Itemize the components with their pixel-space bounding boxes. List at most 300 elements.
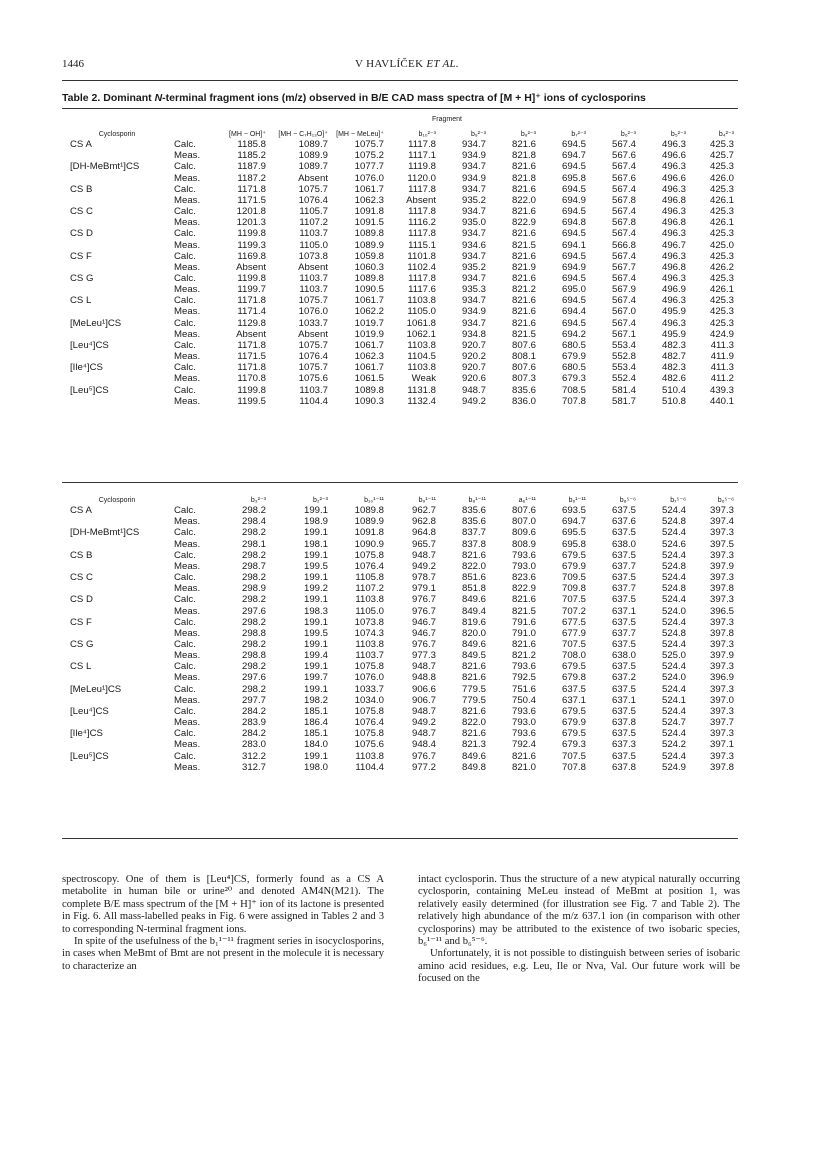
mz-value: 1103.8 <box>355 750 384 762</box>
mz-value: 524.4 <box>661 728 686 740</box>
mz-value: 821.6 <box>511 183 536 195</box>
table-row <box>62 318 740 329</box>
mz-value: 1117.1 <box>408 150 436 162</box>
table-row <box>62 594 740 605</box>
fragment-table-lower <box>62 494 740 773</box>
mz-value: 298.7 <box>241 560 266 572</box>
mz-value: 849.5 <box>461 650 486 662</box>
mz-value: 946.7 <box>411 627 436 639</box>
mz-value: 524.4 <box>661 505 686 517</box>
mz-value: 1105.0 <box>299 239 328 251</box>
mz-value: 510.8 <box>661 395 686 407</box>
value-type: Calc. <box>174 183 196 195</box>
mz-value: 397.3 <box>709 616 734 628</box>
value-type: Calc. <box>174 661 196 673</box>
mz-value: 707.5 <box>561 639 586 651</box>
mz-value: 793.0 <box>511 717 536 729</box>
value-type: Calc. <box>174 339 196 351</box>
mz-value: 1131.8 <box>407 384 436 396</box>
caption-rule <box>62 108 738 109</box>
mz-value: 695.8 <box>561 172 586 184</box>
mz-value: 793.6 <box>511 549 536 561</box>
mz-value: 793.6 <box>511 705 536 717</box>
fragment-label: Fragment <box>432 116 462 123</box>
mz-value: 411.9 <box>710 351 734 363</box>
table-row <box>62 217 740 228</box>
cyclosporin-name: [Ile⁴]CS <box>70 362 103 374</box>
mz-value: 637.7 <box>611 560 636 572</box>
mz-value: 495.9 <box>661 306 686 318</box>
mz-value: 934.7 <box>461 161 486 173</box>
mz-value: 976.7 <box>411 594 436 606</box>
table-row <box>62 173 740 184</box>
mz-value: 693.5 <box>561 505 586 517</box>
mz-value: 751.6 <box>511 683 536 695</box>
cyclosporin-name <box>62 717 172 728</box>
mz-value: 1075.7 <box>298 362 328 374</box>
mz-value: 1019.9 <box>354 328 384 340</box>
mz-value: 821.6 <box>511 639 536 651</box>
mz-value: 567.4 <box>611 273 636 285</box>
table-row <box>62 373 740 384</box>
mz-value: 524.4 <box>661 661 686 673</box>
mz-value: 1103.8 <box>407 339 436 351</box>
mz-value: 524.0 <box>661 672 686 684</box>
mz-value: 821.6 <box>461 549 486 561</box>
value-type: Meas. <box>174 583 201 595</box>
mz-value: 1132.4 <box>407 395 436 407</box>
mz-value: 835.6 <box>461 505 486 517</box>
cyclosporin-name: [MeLeu¹]CS <box>70 683 122 695</box>
mz-value: 199.1 <box>303 594 328 606</box>
mz-value: 411.2 <box>710 373 734 385</box>
mz-value: 835.6 <box>511 384 536 396</box>
mz-value: 948.7 <box>411 549 436 561</box>
mz-value: 1061.7 <box>354 295 384 307</box>
mz-value: 524.4 <box>661 705 686 717</box>
table-row <box>62 340 740 351</box>
mz-value: 1101.8 <box>407 250 436 262</box>
mz-value: 821.5 <box>511 239 536 251</box>
mz-value: 199.5 <box>303 627 328 639</box>
mz-value: 397.7 <box>709 717 734 729</box>
mz-value: 1061.5 <box>354 373 384 385</box>
mz-value: 637.6 <box>611 516 636 528</box>
mz-value: 837.8 <box>461 538 486 550</box>
mz-value: 637.8 <box>611 717 636 729</box>
mz-value: 524.8 <box>661 583 686 595</box>
mz-value: 1075.8 <box>354 661 384 673</box>
value-type: Meas. <box>174 239 201 251</box>
table-row <box>62 195 740 206</box>
mz-value: 496.6 <box>661 172 686 184</box>
mz-value: Absent <box>406 194 436 206</box>
value-type: Meas. <box>174 694 201 706</box>
table-row <box>62 706 740 717</box>
mz-value: 524.6 <box>661 538 686 550</box>
mz-value: 638.0 <box>611 538 636 550</box>
mz-value: 567.7 <box>611 261 636 273</box>
mz-value: 822.0 <box>511 194 536 206</box>
mz-value: 496.3 <box>661 228 686 240</box>
value-type: Meas. <box>174 150 201 162</box>
mz-value: 1171.5 <box>237 351 266 363</box>
column-header <box>172 494 216 505</box>
value-type: Calc. <box>174 728 196 740</box>
value-type: Calc. <box>174 527 196 539</box>
cyclosporin-name <box>62 516 172 527</box>
mz-value: 707.8 <box>561 761 586 773</box>
mz-value: 821.0 <box>511 761 536 773</box>
mz-value: 552.8 <box>611 351 636 363</box>
mz-value: 934.7 <box>461 206 486 218</box>
mz-value: 637.5 <box>611 572 636 584</box>
mz-value: 1089.8 <box>354 384 384 396</box>
column-header <box>172 128 216 139</box>
mz-value: 707.8 <box>561 395 586 407</box>
value-type: Calc. <box>174 250 196 262</box>
mz-value: 808.1 <box>511 351 536 363</box>
mz-value: 637.5 <box>611 750 636 762</box>
value-type: Calc. <box>174 228 196 240</box>
mz-value: 1075.7 <box>298 295 328 307</box>
mz-value: 397.8 <box>709 627 734 639</box>
mz-value: 397.3 <box>709 705 734 717</box>
mz-value: 524.7 <box>661 717 686 729</box>
mz-value: 677.5 <box>561 616 586 628</box>
cyclosporin-name: [MeLeu¹]CS <box>70 317 122 329</box>
value-type: Meas. <box>174 306 201 318</box>
value-type: Calc. <box>174 295 196 307</box>
mz-value: 297.6 <box>241 605 266 617</box>
mz-value: 1075.7 <box>298 183 328 195</box>
cyclosporin-name: CS A <box>70 139 92 151</box>
mz-value: 679.5 <box>561 661 586 673</box>
mz-value: 1076.0 <box>354 172 384 184</box>
cyclosporin-name <box>62 306 172 317</box>
mz-value: 906.6 <box>411 683 436 695</box>
mz-value: 821.5 <box>511 605 536 617</box>
mz-value: 1074.3 <box>354 627 384 639</box>
mz-value: 849.8 <box>461 761 486 773</box>
value-type: Calc. <box>174 505 196 517</box>
mz-value: 440.1 <box>709 395 734 407</box>
mz-value: 694.7 <box>561 516 586 528</box>
mz-value: 679.9 <box>561 717 586 729</box>
mz-value: 185.1 <box>303 728 328 740</box>
mz-value: 1033.7 <box>298 317 328 329</box>
cyclosporin-name <box>62 561 172 572</box>
mz-value: 1091.8 <box>354 206 384 218</box>
value-type: Calc. <box>174 273 196 285</box>
mz-value: 695.0 <box>561 284 586 296</box>
mz-value: 298.4 <box>241 516 266 528</box>
cyclosporin-name <box>62 284 172 295</box>
value-type: Calc. <box>174 639 196 651</box>
table-row <box>62 650 740 661</box>
body-column-left <box>62 874 384 973</box>
value-type: Calc. <box>174 549 196 561</box>
value-type: Meas. <box>174 672 201 684</box>
column-header: b₈⁵⁻⁶ <box>619 497 636 505</box>
mz-value: 821.6 <box>511 250 536 262</box>
mz-value: 397.3 <box>709 549 734 561</box>
value-type: Calc. <box>174 362 196 374</box>
mz-value: 962.7 <box>411 505 436 517</box>
mz-value: 186.4 <box>303 717 328 729</box>
mz-value: 298.2 <box>241 683 266 695</box>
mz-value: 920.7 <box>461 362 486 374</box>
cyclosporin-name <box>62 739 172 750</box>
mz-value: 978.7 <box>411 572 436 584</box>
mz-value: 1075.7 <box>298 339 328 351</box>
mz-value: 1103.8 <box>355 639 384 651</box>
mz-value: 822.9 <box>511 583 536 595</box>
mz-value: 1076.0 <box>354 672 384 684</box>
mz-value: 1091.5 <box>354 217 384 229</box>
column-header: b₂²⁻³ <box>313 497 328 505</box>
mz-value: 807.6 <box>511 505 536 517</box>
mz-value: 566.8 <box>611 239 636 251</box>
mz-value: 524.8 <box>661 560 686 572</box>
mz-value: 283.0 <box>241 739 266 751</box>
mz-value: 1103.7 <box>299 384 328 396</box>
mz-value: 836.0 <box>511 395 536 407</box>
mz-value: 425.7 <box>709 150 734 162</box>
column-header: b₆⁵⁻⁶ <box>717 497 734 505</box>
table-row <box>62 306 740 317</box>
mz-value: 496.9 <box>661 284 686 296</box>
mz-value: 1089.9 <box>298 150 328 162</box>
cyclosporin-name: CS F <box>70 616 92 628</box>
mz-value: 637.1 <box>561 694 586 706</box>
mz-value: 1075.6 <box>354 739 384 751</box>
mz-value: 637.5 <box>611 505 636 517</box>
mz-value: 680.5 <box>561 362 586 374</box>
mz-value: 934.7 <box>461 295 486 307</box>
mz-value: 439.3 <box>709 384 734 396</box>
mz-value: 567.4 <box>611 250 636 262</box>
mz-value: 397.3 <box>709 639 734 651</box>
mz-value: 298.2 <box>241 572 266 584</box>
mz-value: 496.8 <box>661 261 686 273</box>
mz-value: 708.0 <box>561 650 586 662</box>
mz-value: 524.8 <box>661 627 686 639</box>
mz-value: 1171.8 <box>237 339 266 351</box>
mz-value: 1019.7 <box>354 317 384 329</box>
table-row <box>62 329 740 340</box>
mz-value: 567.4 <box>611 161 636 173</box>
mz-value: 694.9 <box>561 194 586 206</box>
cyclosporin-name: [Leu⁴]CS <box>70 339 109 351</box>
cyclosporin-name: CS C <box>70 206 93 218</box>
mz-value: 1076.0 <box>298 306 328 318</box>
mz-value: 1105.7 <box>299 206 328 218</box>
mz-value: 979.1 <box>411 583 436 595</box>
mz-value: 425.3 <box>709 317 734 329</box>
mz-value: 821.8 <box>511 150 536 162</box>
table-row <box>62 751 740 762</box>
mz-value: 934.9 <box>461 172 486 184</box>
cyclosporin-name: CS A <box>70 505 92 517</box>
cyclosporin-name <box>62 628 172 639</box>
mz-value: 482.7 <box>661 351 686 363</box>
mz-value: 1089.8 <box>354 273 384 285</box>
mz-value: 934.7 <box>461 228 486 240</box>
mz-value: 1117.8 <box>408 273 436 285</box>
value-type: Meas. <box>174 650 201 662</box>
cyclosporin-name <box>62 351 172 362</box>
mz-value: 821.6 <box>511 750 536 762</box>
mz-value: 297.6 <box>241 672 266 684</box>
mz-value: 1102.4 <box>407 261 436 273</box>
mz-value: 637.5 <box>611 639 636 651</box>
mz-value: 976.7 <box>411 605 436 617</box>
table-row <box>62 717 740 728</box>
value-type: Calc. <box>174 705 196 717</box>
mz-value: 1104.5 <box>407 351 436 363</box>
mz-value: 1105.0 <box>407 306 436 318</box>
mz-value: 199.1 <box>303 750 328 762</box>
mz-value: 1201.3 <box>236 217 266 229</box>
mz-value: 709.8 <box>561 583 586 595</box>
mz-value: 694.5 <box>561 273 586 285</box>
column-header: b₃²⁻³ <box>250 497 266 505</box>
body-paragraph: In spite of the usefulness of the b₁¹⁻¹¹ fragment series in isocyclosporins, in cases when MeBmt of Bmt are not present in the molecule it is necessary to characterize an <box>62 936 384 972</box>
mz-value: 1104.4 <box>299 395 328 407</box>
value-type: Calc. <box>174 384 196 396</box>
mz-value: 976.7 <box>411 639 436 651</box>
mz-value: 396.5 <box>709 605 734 617</box>
cyclosporin-name: CS B <box>70 183 93 195</box>
mz-value: Absent <box>298 172 328 184</box>
mz-value: 198.0 <box>303 761 328 773</box>
value-type: Meas. <box>174 351 201 363</box>
body-paragraph: spectroscopy. One of them is [Leu⁴]CS, formerly found as a CS A metabolite in human bile or urine²⁰ and denoted AM4N(M21). The complete B/E mass spectrum of the [M + H]⁺ ion of its lactone is presented in Fig. 6. All mass-labelled peaks in Fig. 6 were assigned in Tables 2 and 3 to corresponding N-terminal fragment ions. <box>62 874 384 935</box>
cyclosporin-name <box>62 672 172 683</box>
value-type: Meas. <box>174 739 201 751</box>
mz-value: 1076.4 <box>354 717 384 729</box>
mz-value: 298.8 <box>241 650 266 662</box>
mz-value: 496.3 <box>661 273 686 285</box>
mz-value: 677.9 <box>561 627 586 639</box>
mz-value: 1103.7 <box>299 228 328 240</box>
mz-value: 185.1 <box>303 705 328 717</box>
value-type: Calc. <box>174 594 196 606</box>
mz-value: 920.2 <box>461 351 486 363</box>
mz-value: 949.2 <box>411 560 436 572</box>
mz-value: 948.7 <box>411 728 436 740</box>
mz-value: 679.8 <box>561 672 586 684</box>
mz-value: 920.6 <box>461 373 486 385</box>
mz-value: 694.5 <box>561 295 586 307</box>
mz-value: 637.1 <box>611 694 636 706</box>
mz-value: 198.3 <box>303 605 328 617</box>
mz-value: 948.7 <box>411 661 436 673</box>
mz-value: 637.5 <box>561 683 586 695</box>
mz-value: 567.0 <box>611 306 636 318</box>
mz-value: 496.3 <box>661 139 686 151</box>
mz-value: 906.7 <box>411 694 436 706</box>
mz-value: 920.7 <box>461 339 486 351</box>
mz-value: 695.8 <box>561 538 586 550</box>
mz-value: 426.1 <box>709 194 734 206</box>
mz-value: 822.0 <box>461 560 486 572</box>
mz-value: 948.8 <box>411 672 436 684</box>
mz-value: 1076.4 <box>298 351 328 363</box>
mz-value: 1103.7 <box>299 273 328 285</box>
mz-value: 1169.8 <box>237 250 266 262</box>
mz-value: 1129.8 <box>237 317 266 329</box>
mz-value: 411.3 <box>710 362 734 374</box>
table-row <box>62 251 740 262</box>
mz-value: 567.9 <box>611 284 636 296</box>
cyclosporin-name: CS F <box>70 250 92 262</box>
mz-value: 1199.8 <box>237 384 266 396</box>
mz-value: 637.7 <box>611 583 636 595</box>
mz-value: 524.8 <box>661 516 686 528</box>
mz-value: 581.4 <box>611 384 636 396</box>
mz-value: 637.5 <box>611 594 636 606</box>
mz-value: 1171.8 <box>237 183 266 195</box>
mz-value: 298.2 <box>241 527 266 539</box>
cyclosporin-name: [Leu⁴]CS <box>70 705 109 717</box>
mz-value: 425.3 <box>709 183 734 195</box>
mz-value: 198.1 <box>303 538 328 550</box>
mz-value: 567.8 <box>611 217 636 229</box>
column-header: [MH − MeLeu]⁺ <box>336 131 384 139</box>
mz-value: 934.9 <box>461 306 486 318</box>
mz-value: 1089.9 <box>354 516 384 528</box>
mz-value: 1171.4 <box>237 306 266 318</box>
mz-value: 199.1 <box>303 616 328 628</box>
mz-value: Weak <box>411 373 436 385</box>
mz-value: 199.1 <box>303 661 328 673</box>
value-type: Calc. <box>174 683 196 695</box>
mz-value: 821.6 <box>461 728 486 740</box>
mz-value: 948.7 <box>411 705 436 717</box>
value-type: Meas. <box>174 373 201 385</box>
mz-value: 553.4 <box>611 339 636 351</box>
table-row <box>62 351 740 362</box>
mz-value: 397.3 <box>709 505 734 517</box>
mz-value: 199.1 <box>303 527 328 539</box>
column-header: [MH − OH]⁺ <box>229 131 266 139</box>
mz-value: 1171.8 <box>237 362 266 374</box>
mz-value: 581.7 <box>611 395 636 407</box>
table-row <box>62 150 740 161</box>
mz-value: 1060.3 <box>354 261 384 273</box>
cyclosporin-name <box>62 217 172 228</box>
mz-value: 807.6 <box>511 362 536 374</box>
mz-value: 1089.7 <box>298 139 328 151</box>
value-type: Calc. <box>174 161 196 173</box>
mz-value: 425.3 <box>709 206 734 218</box>
mz-value: 198.9 <box>303 516 328 528</box>
mz-value: 425.3 <box>709 295 734 307</box>
mz-value: 948.7 <box>461 384 486 396</box>
mz-value: 199.1 <box>303 505 328 517</box>
mz-value: 1199.7 <box>237 284 266 296</box>
cyclosporin-name <box>62 650 172 661</box>
mz-value: 807.0 <box>511 516 536 528</box>
mz-value: 637.5 <box>611 705 636 717</box>
mz-value: 793.0 <box>511 560 536 572</box>
cyclosporin-name <box>62 240 172 251</box>
table-caption <box>62 92 752 104</box>
cyclosporin-name <box>62 373 172 384</box>
mz-value: 637.5 <box>611 616 636 628</box>
